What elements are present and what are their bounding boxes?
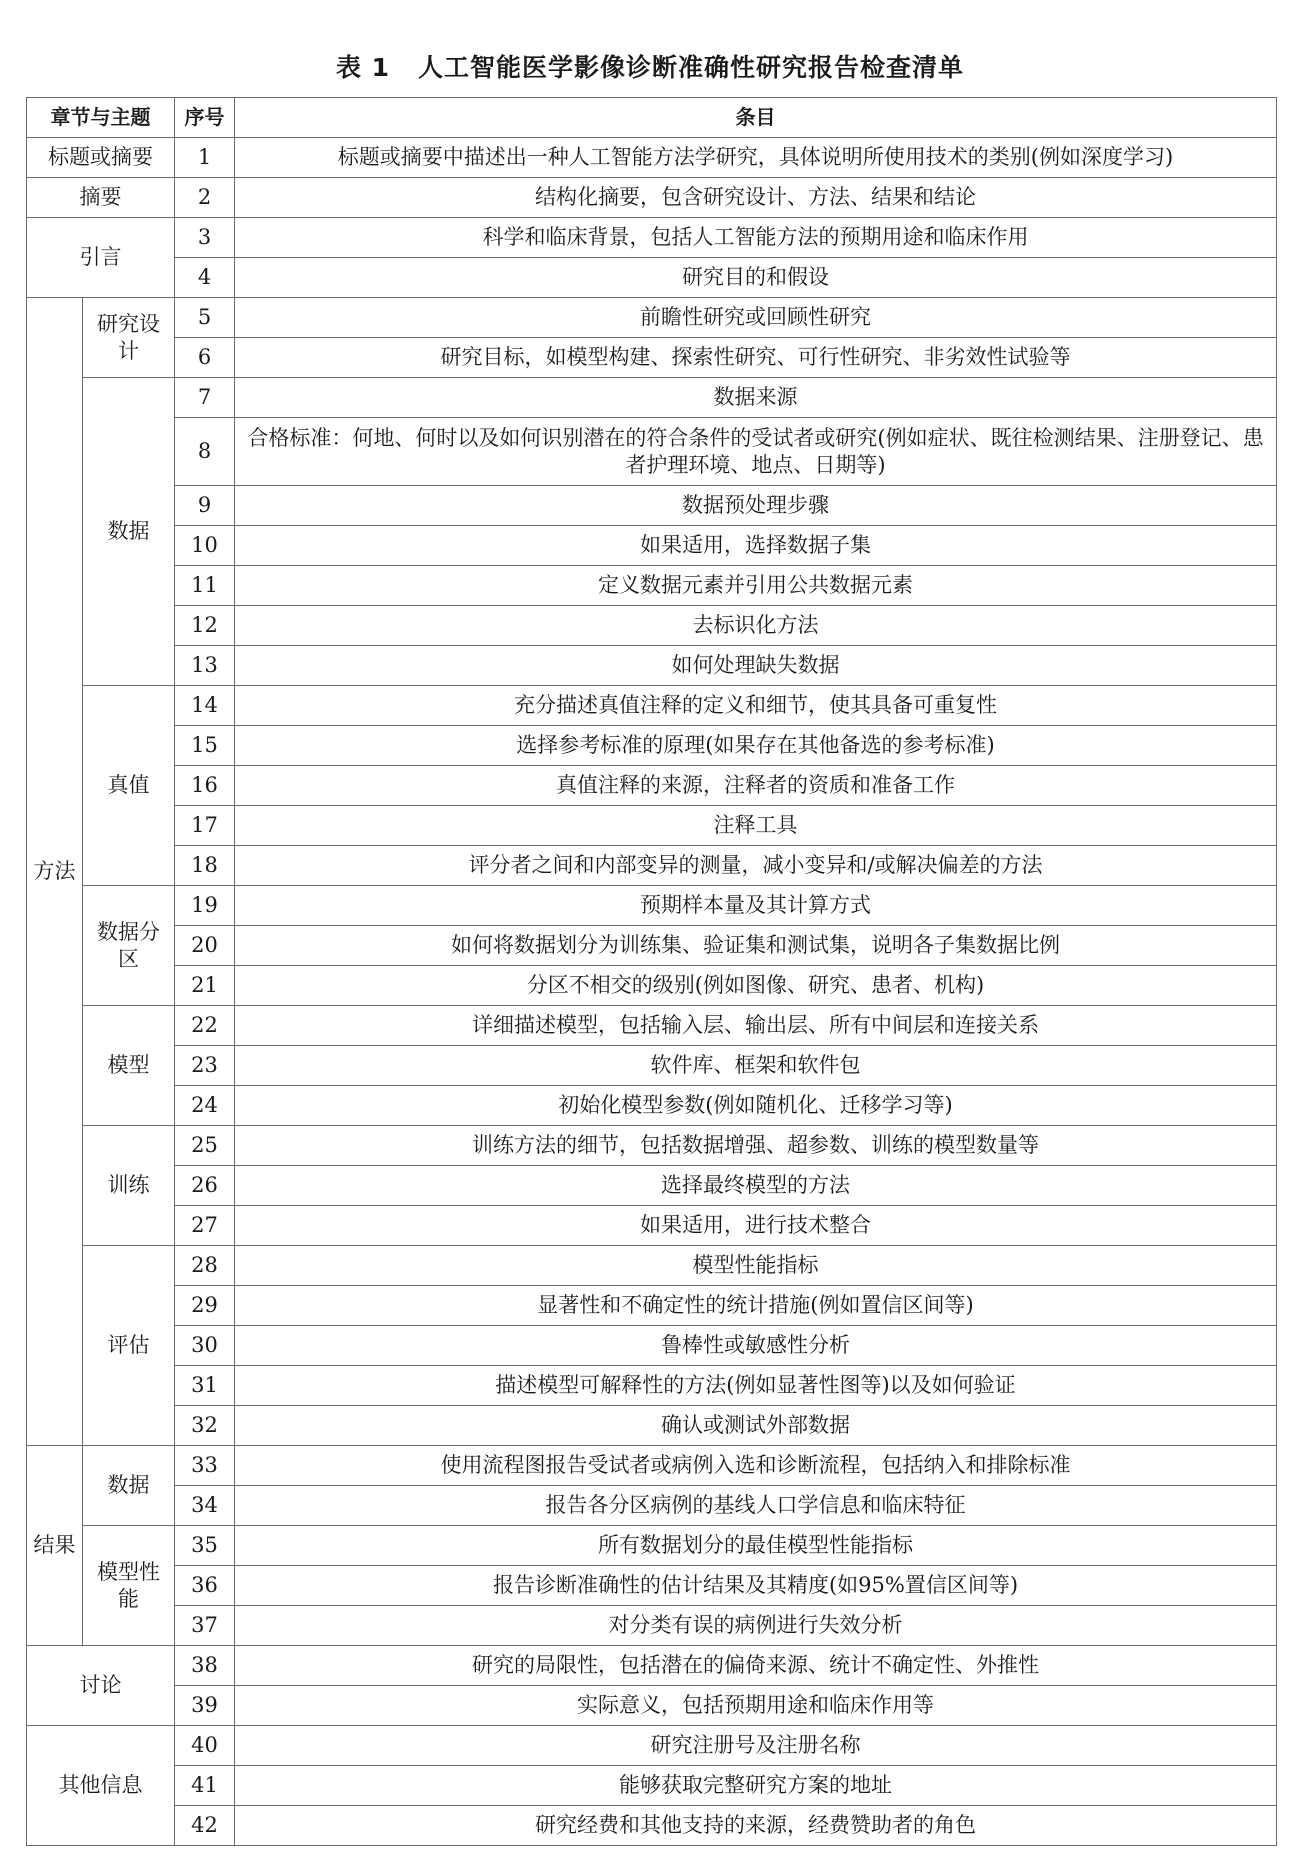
section-methods: 方法: [27, 298, 83, 1446]
table-row: [27, 1806, 1277, 1846]
table-row: [27, 1206, 1277, 1246]
item-number: 29: [175, 1286, 235, 1326]
item-number: 24: [175, 1086, 235, 1126]
item-number: 18: [175, 846, 235, 886]
table-row: [27, 1646, 1277, 1686]
table-row: [27, 298, 1277, 338]
item-text: 如何将数据划分为训练集、验证集和测试集，说明各子集数据比例: [235, 926, 1277, 966]
checklist-table: [26, 97, 1277, 1846]
item-number: 7: [175, 378, 235, 418]
table-row: [27, 646, 1277, 686]
item-text: 真值注释的来源，注释者的资质和准备工作: [235, 766, 1277, 806]
item-number: 38: [175, 1646, 235, 1686]
item-text: 评分者之间和内部变异的测量，减小变异和/或解决偏差的方法: [235, 846, 1277, 886]
subsection-ground-truth: 真值: [83, 686, 175, 886]
item-text: 使用流程图报告受试者或病例入选和诊断流程，包括纳入和排除标准: [235, 1446, 1277, 1486]
header-number: 序号: [175, 98, 235, 138]
item-number: 3: [175, 218, 235, 258]
item-number: 27: [175, 1206, 235, 1246]
item-text: 实际意义，包括预期用途和临床作用等: [235, 1686, 1277, 1726]
section-discussion: 讨论: [27, 1646, 175, 1726]
table-row: [27, 378, 1277, 418]
table-number: 表 1: [335, 53, 391, 82]
header-section: 章节与主题: [27, 98, 175, 138]
table-row: [27, 1086, 1277, 1126]
item-number: 19: [175, 886, 235, 926]
item-number: 33: [175, 1446, 235, 1486]
header-row: [27, 98, 1277, 138]
table-row: [27, 1286, 1277, 1326]
table-row: [27, 1166, 1277, 1206]
item-number: 25: [175, 1126, 235, 1166]
section-title-abstract: 标题或摘要: [27, 138, 175, 178]
item-number: 11: [175, 566, 235, 606]
item-text: 标题或摘要中描述出一种人工智能方法学研究，具体说明所使用技术的类别(例如深度学习): [235, 138, 1277, 178]
item-text: 定义数据元素并引用公共数据元素: [235, 566, 1277, 606]
item-number: 20: [175, 926, 235, 966]
table-row: [27, 1686, 1277, 1726]
item-number: 26: [175, 1166, 235, 1206]
item-text: 研究注册号及注册名称: [235, 1726, 1277, 1766]
item-text: 如果适用，选择数据子集: [235, 526, 1277, 566]
table-row: [27, 766, 1277, 806]
header-item: 条目: [235, 98, 1277, 138]
section-other-info: 其他信息: [27, 1726, 175, 1846]
item-text: 去标识化方法: [235, 606, 1277, 646]
item-number: 9: [175, 486, 235, 526]
item-number: 28: [175, 1246, 235, 1286]
item-number: 41: [175, 1766, 235, 1806]
item-text: 研究的局限性，包括潜在的偏倚来源、统计不确定性、外推性: [235, 1646, 1277, 1686]
item-text: 充分描述真值注释的定义和细节，使其具备可重复性: [235, 686, 1277, 726]
table-row: [27, 418, 1277, 486]
table-row: [27, 1486, 1277, 1526]
table-row: [27, 218, 1277, 258]
item-text: 数据预处理步骤: [235, 486, 1277, 526]
item-text: 结构化摘要，包含研究设计、方法、结果和结论: [235, 178, 1277, 218]
table-row: [27, 258, 1277, 298]
subsection-model-performance: 模型性能: [83, 1526, 175, 1646]
subsection-data: 数据: [83, 378, 175, 686]
item-text: 科学和临床背景，包括人工智能方法的预期用途和临床作用: [235, 218, 1277, 258]
subsection-training: 训练: [83, 1126, 175, 1246]
item-text: 预期样本量及其计算方式: [235, 886, 1277, 926]
item-number: 16: [175, 766, 235, 806]
table-row: [27, 806, 1277, 846]
table-row: [27, 886, 1277, 926]
item-text: 如果适用，进行技术整合: [235, 1206, 1277, 1246]
table-row: [27, 846, 1277, 886]
table-row: [27, 966, 1277, 1006]
item-number: 6: [175, 338, 235, 378]
item-number: 34: [175, 1486, 235, 1526]
item-number: 23: [175, 1046, 235, 1086]
item-text: 初始化模型参数(例如随机化、迁移学习等): [235, 1086, 1277, 1126]
item-text: 显著性和不确定性的统计措施(例如置信区间等): [235, 1286, 1277, 1326]
subsection-data-partition: 数据分区: [83, 886, 175, 1006]
item-text: 研究目的和假设: [235, 258, 1277, 298]
item-number: 1: [175, 138, 235, 178]
subsection-evaluation: 评估: [83, 1246, 175, 1446]
item-text: 鲁棒性或敏感性分析: [235, 1326, 1277, 1366]
item-text: 确认或测试外部数据: [235, 1406, 1277, 1446]
subsection-results-data: 数据: [83, 1446, 175, 1526]
item-text: 前瞻性研究或回顾性研究: [235, 298, 1277, 338]
item-number: 22: [175, 1006, 235, 1046]
table-row: [27, 566, 1277, 606]
item-text: 能够获取完整研究方案的地址: [235, 1766, 1277, 1806]
item-text: 合格标准：何地、何时以及如何识别潜在的符合条件的受试者或研究(例如症状、既往检测结果、注册登记、患者护理环境、地点、日期等): [235, 418, 1277, 486]
table-title-text: 人工智能医学影像诊断准确性研究报告检查清单: [418, 53, 965, 82]
table-row: [27, 1566, 1277, 1606]
item-text: 模型性能指标: [235, 1246, 1277, 1286]
item-number: 42: [175, 1806, 235, 1846]
item-text: 所有数据划分的最佳模型性能指标: [235, 1526, 1277, 1566]
item-text: 分区不相交的级别(例如图像、研究、患者、机构): [235, 966, 1277, 1006]
table-row: [27, 338, 1277, 378]
item-number: 37: [175, 1606, 235, 1646]
item-number: 13: [175, 646, 235, 686]
table-row: [27, 1446, 1277, 1486]
table-row: [27, 486, 1277, 526]
table-row: [27, 1766, 1277, 1806]
item-number: 8: [175, 418, 235, 486]
table-row: [27, 1726, 1277, 1766]
item-text: 如何处理缺失数据: [235, 646, 1277, 686]
item-number: 36: [175, 1566, 235, 1606]
subsection-study-design: 研究设计: [83, 298, 175, 378]
table-row: [27, 1246, 1277, 1286]
table-row: [27, 1366, 1277, 1406]
item-number: 2: [175, 178, 235, 218]
section-introduction: 引言: [27, 218, 175, 298]
item-number: 17: [175, 806, 235, 846]
item-number: 30: [175, 1326, 235, 1366]
table-row: [27, 1126, 1277, 1166]
item-number: 35: [175, 1526, 235, 1566]
table-row: [27, 606, 1277, 646]
table-row: [27, 686, 1277, 726]
table-row: [27, 178, 1277, 218]
table-row: [27, 726, 1277, 766]
item-text: 研究经费和其他支持的来源，经费赞助者的角色: [235, 1806, 1277, 1846]
section-results: 结果: [27, 1446, 83, 1646]
item-text: 详细描述模型，包括输入层、输出层、所有中间层和连接关系: [235, 1006, 1277, 1046]
item-text: 选择参考标准的原理(如果存在其他备选的参考标准): [235, 726, 1277, 766]
item-text: 报告诊断准确性的估计结果及其精度(如95%置信区间等): [235, 1566, 1277, 1606]
item-text: 对分类有误的病例进行失效分析: [235, 1606, 1277, 1646]
item-number: 5: [175, 298, 235, 338]
item-text: 软件库、框架和软件包: [235, 1046, 1277, 1086]
item-text: 研究目标，如模型构建、探索性研究、可行性研究、非劣效性试验等: [235, 338, 1277, 378]
item-number: 32: [175, 1406, 235, 1446]
item-text: 描述模型可解释性的方法(例如显著性图等)以及如何验证: [235, 1366, 1277, 1406]
item-number: 4: [175, 258, 235, 298]
item-number: 21: [175, 966, 235, 1006]
item-number: 14: [175, 686, 235, 726]
item-number: 31: [175, 1366, 235, 1406]
item-number: 10: [175, 526, 235, 566]
item-text: 数据来源: [235, 378, 1277, 418]
table-row: [27, 1046, 1277, 1086]
table-row: [27, 138, 1277, 178]
item-number: 39: [175, 1686, 235, 1726]
table-row: [27, 926, 1277, 966]
item-text: 注释工具: [235, 806, 1277, 846]
table-title: [0, 48, 1300, 84]
item-number: 15: [175, 726, 235, 766]
table-row: [27, 1526, 1277, 1566]
item-text: 选择最终模型的方法: [235, 1166, 1277, 1206]
item-number: 40: [175, 1726, 235, 1766]
table-row: [27, 1006, 1277, 1046]
item-number: 12: [175, 606, 235, 646]
section-abstract: 摘要: [27, 178, 175, 218]
subsection-model: 模型: [83, 1006, 175, 1126]
table-row: [27, 1326, 1277, 1366]
item-text: 报告各分区病例的基线人口学信息和临床特征: [235, 1486, 1277, 1526]
item-text: 训练方法的细节，包括数据增强、超参数、训练的模型数量等: [235, 1126, 1277, 1166]
table-row: [27, 526, 1277, 566]
table-row: [27, 1406, 1277, 1446]
table-row: [27, 1606, 1277, 1646]
